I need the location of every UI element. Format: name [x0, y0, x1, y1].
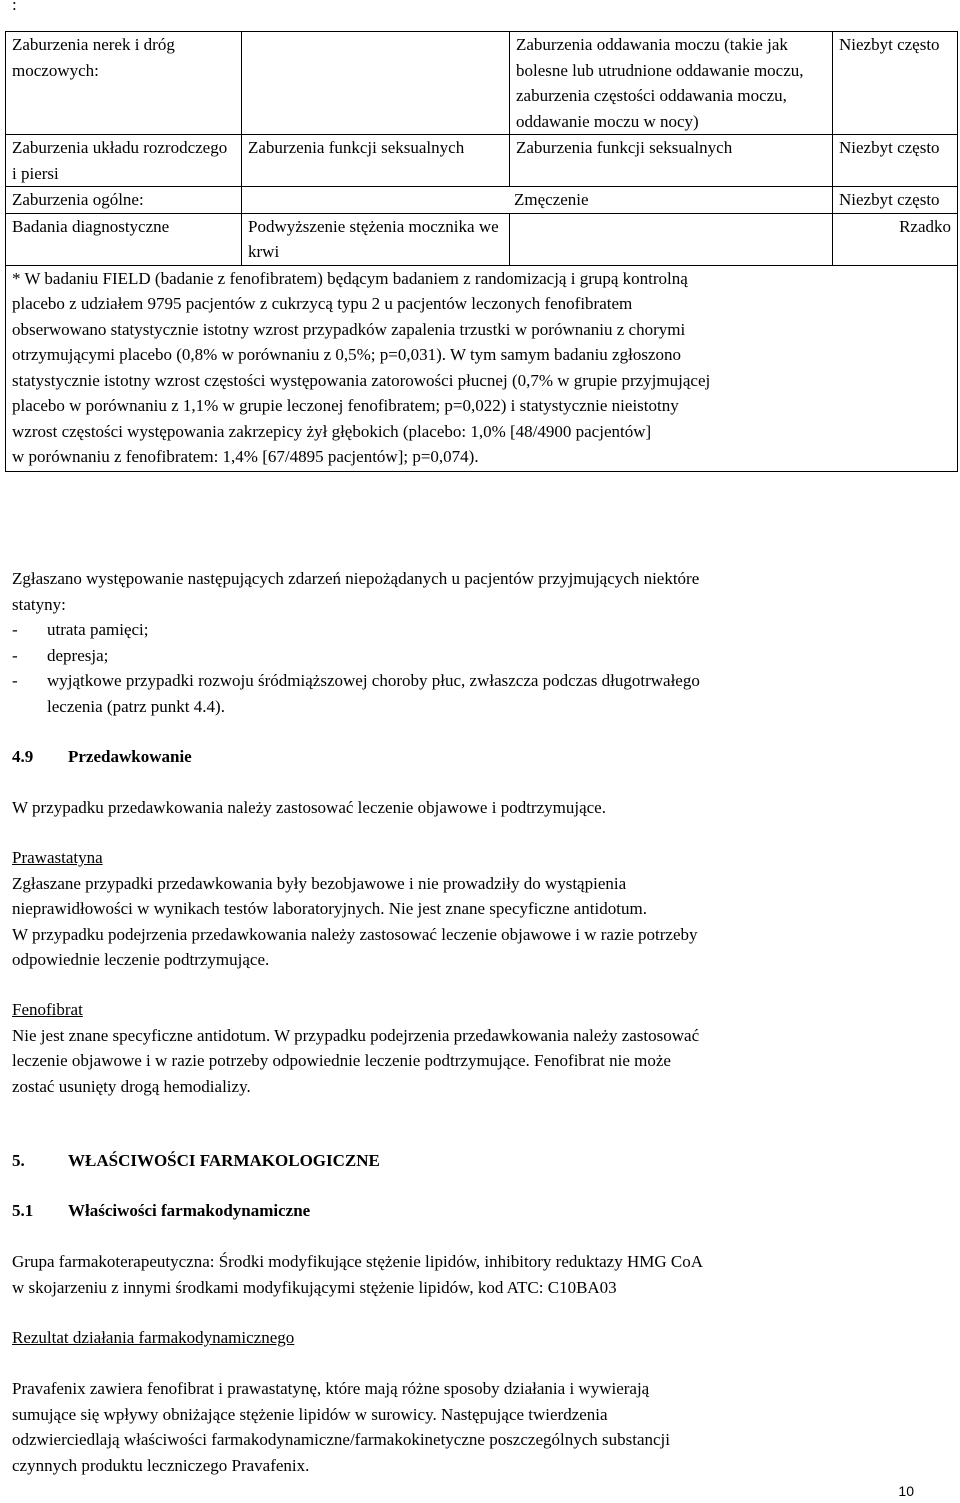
paragraph-line: leczenie objawowe i w razie potrzeby odpowiednie leczenie podtrzymujące. Fenofibrat nie może [12, 1051, 671, 1070]
list-item-line: wyjątkowe przypadki rozwoju śródmiąższowej choroby płuc, zwłaszcza podczas długotrwałego [47, 671, 700, 690]
table-row [6, 213, 958, 265]
pharmacodynamic-effect-text [12, 1376, 942, 1478]
section-title: Przedawkowanie [68, 747, 192, 766]
section-4-9-heading [12, 744, 192, 770]
cell-frequency: Niezbyt często [833, 135, 958, 187]
list-dash: - [12, 620, 18, 639]
cell-frequency: Niezbyt często [833, 32, 958, 135]
cell-system-organ-class: Badania diagnostyczne [6, 213, 242, 265]
cell-adverse-reaction [510, 213, 833, 265]
pravastatin-paragraph [12, 871, 942, 973]
section-number: 5. [12, 1151, 25, 1170]
paragraph-line: Grupa farmakoterapeutyczna: Środki modyfikujące stężenie lipidów, inhibitory reduktazy HMG CoA [12, 1252, 703, 1271]
paragraph-line: Nie jest znane specyficzne antidotum. W przypadku podejrzenia przedawkowania należy zastosować [12, 1025, 700, 1045]
cell-adverse-reaction: Zaburzenia oddawania moczu (takie jak bolesne lub utrudnione oddawanie moczu, zaburzenia częstości oddawania moczu, oddawanie moczu w nocy) [510, 32, 833, 135]
cell-term: Zaburzenia funkcji seksualnych [242, 135, 510, 187]
paragraph-line: sumujące się wpływy obniżające stężenie lipidów w surowicy. Następujące twierdzenia [12, 1404, 608, 1424]
paragraph-line: W przypadku przedawkowania należy zastosować leczenie objawowe i podtrzymujące. [12, 798, 606, 817]
cell-term [242, 32, 510, 135]
cell-system-organ-class: Zaburzenia ogólne: [6, 187, 242, 214]
section-title: WŁAŚCIWOŚCI FARMAKOLOGICZNE [68, 1151, 380, 1170]
leading-colon: : [12, 0, 17, 14]
paragraph-line: odzwierciedlają właściwości farmakodynamiczne/farmakokinetyczne poszczególnych substancji [12, 1430, 671, 1449]
statins-intro-line: Zgłaszano występowanie następujących zdarzeń niepożądanych u pacjentów przyjmujących niektóre [12, 569, 700, 588]
pravastatin-heading: Prawastatyna [12, 848, 103, 867]
section-title: Właściwości farmakodynamiczne [68, 1201, 311, 1220]
list-item [12, 617, 942, 643]
paragraph-line: w skojarzeniu z innymi środkami modyfikującymi stężenie lipidów, kod ATC: C10BA03 [12, 1277, 617, 1297]
pravastatin-subsection [12, 845, 942, 973]
footnote-line: obserwowano statystycznie istotny wzrost przypadków zapalenia trzustki w porównaniu z chorymi [12, 319, 686, 339]
table-row [6, 187, 958, 214]
pharmacodynamic-effect-heading: Rezultat działania farmakodynamicznego [12, 1328, 295, 1347]
paragraph-line: nieprawidłowości w wynikach testów laboratoryjnych. Nie jest znane specyficzne antidotum. [12, 899, 647, 918]
table-row [6, 135, 958, 187]
pharmacodynamic-effect-heading-block [12, 1325, 942, 1351]
list-dash: - [12, 671, 18, 690]
footnote-line: otrzymującymi placebo (0,8% w porównaniu z 0,5%; p=0,031). W tym samym badaniu zgłoszono [12, 345, 681, 364]
paragraph-line: zostać usunięty drogą hemodializy. [12, 1076, 251, 1096]
footnote-line: statystycznie istotny wzrost częstości występowania zatorowości płucnej (0,7% w grupie przyjmującej [12, 370, 711, 390]
cell-adverse-reaction: Zaburzenia funkcji seksualnych [510, 135, 833, 187]
section-5-heading [12, 1148, 380, 1174]
list-item [12, 668, 942, 719]
table-footnote-row [6, 265, 958, 471]
pharmacotherapeutic-group [12, 1249, 942, 1300]
section-5-1-heading [12, 1198, 310, 1224]
paragraph-line: czynnych produktu leczniczego Pravafenix. [12, 1455, 310, 1475]
footnote-line: placebo z udziałem 9795 pacjentów z cukrzycą typu 2 u pacjentów leczonych fenofibratem [12, 294, 633, 313]
footnote-line: w porównaniu z fenofibratem: 1,4% [67/4895 pacjentów]; p=0,074). [12, 447, 479, 466]
statins-intro-line: statyny: [12, 594, 66, 614]
paragraph-line: Pravafenix zawiera fenofibrat i prawastatynę, które mają różne sposoby działania i wywierają [12, 1379, 650, 1398]
list-item-line: depresja; [47, 645, 109, 665]
page-number: 10 [898, 1483, 914, 1499]
cell-term: Podwyższenie stężenia mocznika we krwi [242, 213, 510, 265]
list-item-line: utrata pamięci; [47, 620, 149, 639]
footnote-line: placebo w porównaniu z 1,1% w grupie leczonej fenofibratem; p=0,022) i statystycznie nieistotny [12, 396, 679, 415]
cell-adverse-reaction: Zmęczenie [242, 187, 833, 214]
fenofibrate-paragraph [12, 1023, 942, 1100]
adverse-effects-table [5, 31, 958, 472]
cell-frequency: Rzadko [833, 213, 958, 265]
section-number: 4.9 [12, 747, 34, 766]
cell-frequency: Niezbyt często [833, 187, 958, 214]
paragraph-line: Zgłaszane przypadki przedawkowania były bezobjawowe i nie prowadziły do wystąpienia [12, 873, 627, 893]
footnote-line: * W badaniu FIELD (badanie z fenofibratem) będącym badaniem z randomizacją i grupą kontrolną [12, 268, 688, 288]
list-dash: - [12, 645, 18, 665]
fenofibrate-subsection [12, 997, 942, 1099]
table-footnote-cell [6, 265, 958, 471]
list-item-line: leczenia (patrz punkt 4.4). [47, 696, 225, 716]
cell-system-organ-class: Zaburzenia nerek i dróg moczowych: [6, 32, 242, 135]
overdose-general-text [12, 795, 942, 821]
adverse-effects-table-body [6, 32, 958, 472]
fenofibrate-heading: Fenofibrat [12, 1000, 83, 1019]
paragraph-line: odpowiednie leczenie podtrzymujące. [12, 950, 270, 969]
table-row [6, 32, 958, 135]
footnote-line: wzrost częstości występowania zakrzepicy żył głębokich (placebo: 1,0% [48/4900 pacjentów] [12, 421, 652, 441]
section-number: 5.1 [12, 1201, 34, 1220]
cell-system-organ-class: Zaburzenia układu rozrodczego i piersi [6, 135, 242, 187]
statins-intro [12, 566, 942, 617]
statins-adverse-list [12, 617, 942, 719]
paragraph-line: W przypadku podejrzenia przedawkowania należy zastosować leczenie objawowe i w razie potrzeby [12, 924, 698, 944]
list-item [12, 643, 942, 669]
